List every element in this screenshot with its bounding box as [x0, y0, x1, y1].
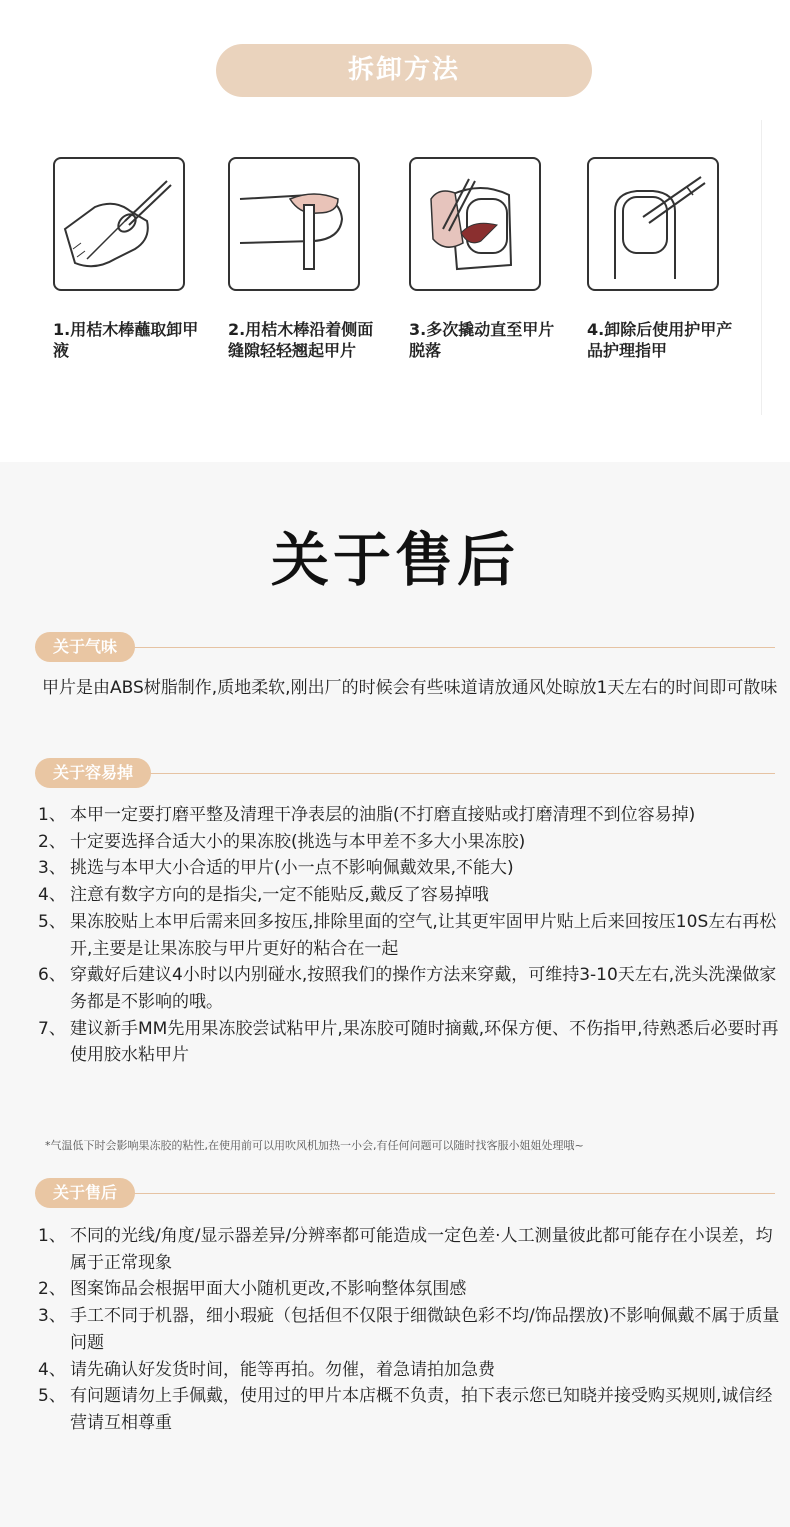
list-item: 5、 果冻胶贴上本甲后需来回多按压,排除里面的空气,让其更牢固甲片贴上后来回按压10S左右再松开,主要是让果冻胶与甲片更好的粘合在一起 [38, 911, 777, 959]
step-3-caption: 3.多次撬动直至甲片脱落 [409, 320, 555, 360]
list-item: 6、 穿戴好后建议4小时以内别碰水,按照我们的操作方法来穿戴，可维持3-10天左右,洗头洗澡做家务都是不影响的哦。 [38, 965, 777, 1012]
divider [35, 1193, 775, 1194]
stick-dip-icon [53, 157, 185, 291]
step-2-caption: 2.用桔木棒沿着侧面缝隙轻轻翘起甲片 [228, 320, 374, 360]
removal-title: 拆卸方法 [216, 44, 592, 97]
step-1 [53, 157, 203, 361]
service-list [38, 1223, 788, 1437]
list-item: 2、 十定要选择合适大小的果冻胶(挑选与本甲差不多大小果冻胶) [38, 831, 526, 852]
step-1-caption: 1.用桔木棒蘸取卸甲液 [53, 320, 199, 360]
step-4 [587, 157, 737, 361]
removal-section [0, 0, 790, 462]
nail-peel-icon [409, 157, 541, 291]
stick-pry-icon [228, 157, 360, 291]
list-item: 1、 不同的光线/角度/显示器差异/分辨率都可能造成一定色差·人工测量彼此都可能存在小误差，均属于正常现象 [38, 1226, 773, 1273]
list-item: 4、 请先确认好发货时间，能等再拍。勿催，着急请拍加急费 [38, 1359, 495, 1380]
tag-falloff: 关于容易掉 [35, 758, 151, 788]
list-item: 5、 有问题请勿上手佩戴，使用过的甲片本店概不负责，拍下表示您已知晓并接受购买规则,诚信经营请互相尊重 [38, 1386, 773, 1433]
tag-smell: 关于气味 [35, 632, 135, 662]
step-3 [409, 157, 559, 361]
divider [761, 120, 762, 415]
list-item: 3、 手工不同于机器，细小瑕疵（包括但不仅限于细微缺色彩不均/饰品摆放)不影响佩戴不属于质量问题 [38, 1306, 780, 1353]
aftersale-title: 关于售后 [270, 526, 519, 594]
nail-care-icon [587, 157, 719, 291]
step-2 [228, 157, 378, 361]
step-4-caption: 4.卸除后使用护甲产品护理指甲 [587, 320, 733, 360]
tag-service: 关于售后 [35, 1178, 135, 1208]
divider [35, 647, 775, 648]
list-item: 3、 挑选与本甲大小合适的甲片(小一点不影响佩戴效果,不能大) [38, 858, 514, 879]
falloff-note: *气温低下时会影响果冻胶的粘性,在使用前可以用吹风机加热一小会,有任何问题可以随时找客服小姐姐处理哦~ [45, 1139, 584, 1152]
list-item: 2、 图案饰品会根据甲面大小随机更改,不影响整体氛围感 [38, 1279, 467, 1300]
falloff-list [38, 802, 788, 1069]
list-item: 4、 注意有数字方向的是指尖,一定不能贴反,戴反了容易掉哦 [38, 885, 489, 906]
list-item: 7、 建议新手MM先用果冻胶尝试粘甲片,果冻胶可随时摘戴,环保方便、不伤指甲,待熟悉后必要时再使用胶水粘甲片 [38, 1018, 779, 1066]
list-item: 1、 本甲一定要打磨平整及清理干净表层的油脂(不打磨直接贴或打磨清理不到位容易掉) [38, 805, 696, 825]
smell-text: 甲片是由ABS树脂制作,质地柔软,刚出厂的时候会有些味道请放通风处晾放1天左右的时间即可散味 [42, 678, 778, 698]
